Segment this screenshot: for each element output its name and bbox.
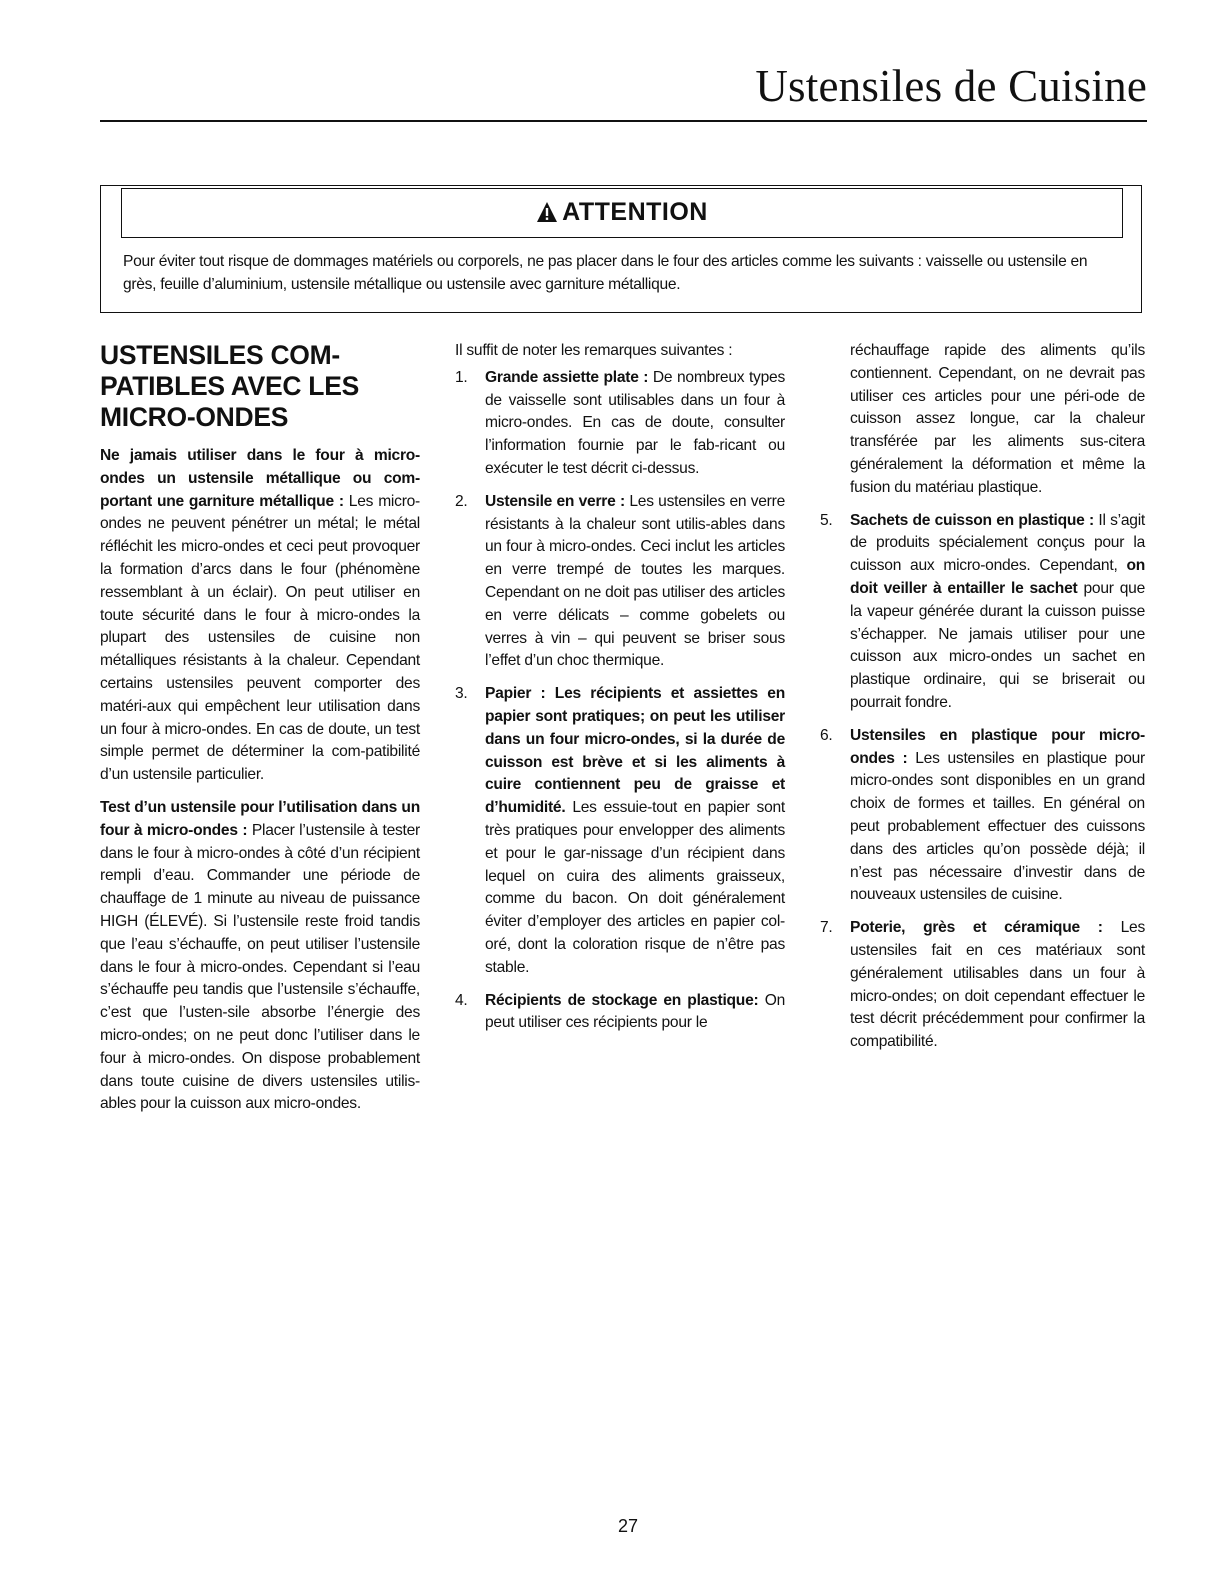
section-heading: USTENSILES COM-PATIBLES AVEC LES MICRO-ONDES	[100, 340, 359, 432]
list-item-text: Il s’agit de produits spécialement conçus pour la cuisson aux micro-ondes. Cependant,	[850, 511, 1145, 575]
list-item-1	[455, 367, 785, 481]
title-divider	[100, 120, 1147, 122]
list-item-number: 3.	[455, 685, 468, 703]
list-item-2	[455, 491, 785, 673]
list-item-body	[485, 683, 785, 979]
list-item-7	[820, 917, 1145, 1054]
list-item-body	[850, 917, 1145, 1054]
column-1	[100, 340, 420, 1126]
list-item-5	[820, 510, 1145, 715]
column-3	[820, 340, 1145, 1064]
list-item-title: Poterie, grès et céramique :	[850, 919, 1103, 937]
list-item-text: On peut utiliser ces récipients pour le	[485, 991, 785, 1032]
warning-heading: ATTENTION	[562, 198, 708, 226]
warning-heading-wrap	[536, 189, 708, 235]
list-item-text: pour que la vapeur générée durant la cuisson puisse s’échapper. Ne jamais utiliser pour une cuisson aux micro-ondes un sachet en plastique ordinaire, qui se briserait ou pourrait fondre.	[850, 579, 1145, 711]
list-item-text: réchauffage rapide des aliments qu’ils contiennent. Cependant, on ne devrait pas utiliser ces articles pour une péri-ode de cuisson assez longue, car la chaleur transférée par les aliments sus-citera généralement la déformation et même la fusion du matériau plastique.	[850, 342, 1145, 496]
list-item-body	[485, 990, 785, 1036]
list-item-4-continued	[820, 340, 1145, 500]
list-item-body	[485, 491, 785, 673]
warning-box	[100, 185, 1142, 313]
list-item-title: Récipients de stockage en plastique:	[485, 991, 759, 1009]
list-item-number: 1.	[455, 368, 468, 386]
page-title: Ustensiles de Cuisine	[755, 61, 1147, 111]
paragraph-bold-lead: Test d’un ustensile pour l’utilisation dans un four à micro-ondes :	[100, 798, 420, 839]
list-item-emphasis: on doit veiller à entailler le sachet	[850, 557, 1145, 597]
paragraph-test	[100, 797, 420, 1116]
list-item-title: Grande assiette plate :	[485, 368, 649, 386]
list-item-title: Ustensiles en plastique pour micro-ondes :	[850, 726, 1145, 767]
list-item-text: Les ustensiles fait en ces matériaux sont généralement utilisables dans un four à micro-ondes; on doit cependant effectuer le test décrit précédemment pour confirmer la compatibilité.	[850, 919, 1145, 1051]
warning-triangle-icon	[536, 201, 558, 223]
paragraph-text: Placer l’ustensile à tester dans le four à micro-ondes à côté d’un récipient rempli d’eau. Commander une période de chauffage de 1 minute au niveau de puissance HIGH (ÉLEVÉ). Si l’ustensile reste froid tandis que l’eau s’échauffe, on peut utiliser l’ustensile dans le four à micro-ondes. Cependant si l’eau s’échauffe peu tandis que l’ustensile s’échauffe, c’est que l’usten-sile absorbe l’énergie des micro-ondes; on ne peut donc l’utiliser dans le four à micro-ondes. On dispose probablement dans toute cuisine de divers ustensiles utilis-ables pour la cuisson aux micro-ondes.	[100, 821, 420, 1113]
list-item-text: Les ustensiles en verre résistants à la chaleur sont utilis-ables dans un four à micro-ondes. Ceci inclut les articles en verre trempé de toutes les marques. Cependant on ne doit pas utiliser des articles en verre délicats – comme gobelets ou verres à vin – qui peuvent se briser sous l’effet d’un choc thermique.	[485, 492, 785, 670]
list-item-title: Sachets de cuisson en plastique :	[850, 511, 1094, 529]
column-2	[455, 340, 785, 1045]
paragraph-text: Les micro-ondes ne peuvent pénétrer un métal; le métal réfléchit les micro-ondes et ceci peut provoquer la formation d’arcs dans le four (phénomène ressemblant à un éclair). On peut utiliser en toute sécurité dans le four à micro-ondes la plupart des ustensiles de cuisine non métalliques résistants à la chaleur. Cependant certains ustensiles peuvent comporter des matéri-aux qui empêchent leur utilisation dans un four à micro-ondes. En cas de doute, un test simple permet de déterminer la com-patibilité d’un ustensile particulier.	[100, 492, 421, 784]
list-item-3	[455, 683, 785, 979]
warning-header	[121, 188, 1123, 238]
list-item-title: Ustensile en verre :	[485, 492, 625, 510]
list-item-4	[455, 990, 785, 1036]
list-item-text: Les essuie-tout en papier sont très pratiques pour envelopper des aliments et pour le gar-nissage d’un récipient dans lequel on cuira des aliments graisseux, comme du bacon. On doit généralement éviter d’employer des articles en papier col-oré, dont la coloration risque de n’être pas stable.	[485, 799, 785, 976]
list-item-number: 2.	[455, 492, 468, 510]
list-item-body	[850, 510, 1145, 715]
list-item-6	[820, 725, 1145, 907]
list-item-title: Papier : Les récipients et assiettes en papier sont pratiques; on peut les utiliser dans un four micro-ondes, si la durée de cuisson est brève et si les aliments à cuire contiennent peu de graisse et d’humidité.	[485, 685, 785, 817]
paragraph-metal-warning	[100, 445, 420, 787]
list-intro: Il suffit de noter les remarques suivantes :	[455, 342, 733, 359]
list-item-number: 6.	[820, 726, 833, 744]
list-item-number: 4.	[455, 991, 468, 1009]
page-number: 27	[617, 1516, 639, 1536]
paragraph-bold-lead: Ne jamais utiliser dans le four à micro-ondes un ustensile métallique ou com-portant une garniture métallique :	[100, 447, 420, 510]
list-item-body	[850, 725, 1145, 907]
warning-text: Pour éviter tout risque de dommages matériels ou corporels, ne pas placer dans le four des articles comme les suivants : vaisselle ou ustensile en grès, feuille d’aluminium, ustensile métallique ou ustensile avec garniture métallique.	[123, 253, 1088, 293]
list-item-text: Les ustensiles en plastique pour micro-ondes sont disponibles en un grand choix de formes et tailles. En général on peut probablement effectuer des cuissons dans des articles qu’on possède déjà; il n’est pas nécessaire d’investir dans de nouveaux ustensiles de cuisine.	[850, 749, 1145, 904]
list-item-text: De nombreux types de vaisselle sont utilisables dans un four à micro-ondes. En cas de doute, consulter l’information fournie par le fab-ricant ou exécuter le test décrit ci-dessus.	[485, 368, 785, 477]
list-item-number: 5.	[820, 511, 833, 529]
list-item-body	[485, 367, 785, 481]
list-item-number: 7.	[820, 919, 833, 937]
